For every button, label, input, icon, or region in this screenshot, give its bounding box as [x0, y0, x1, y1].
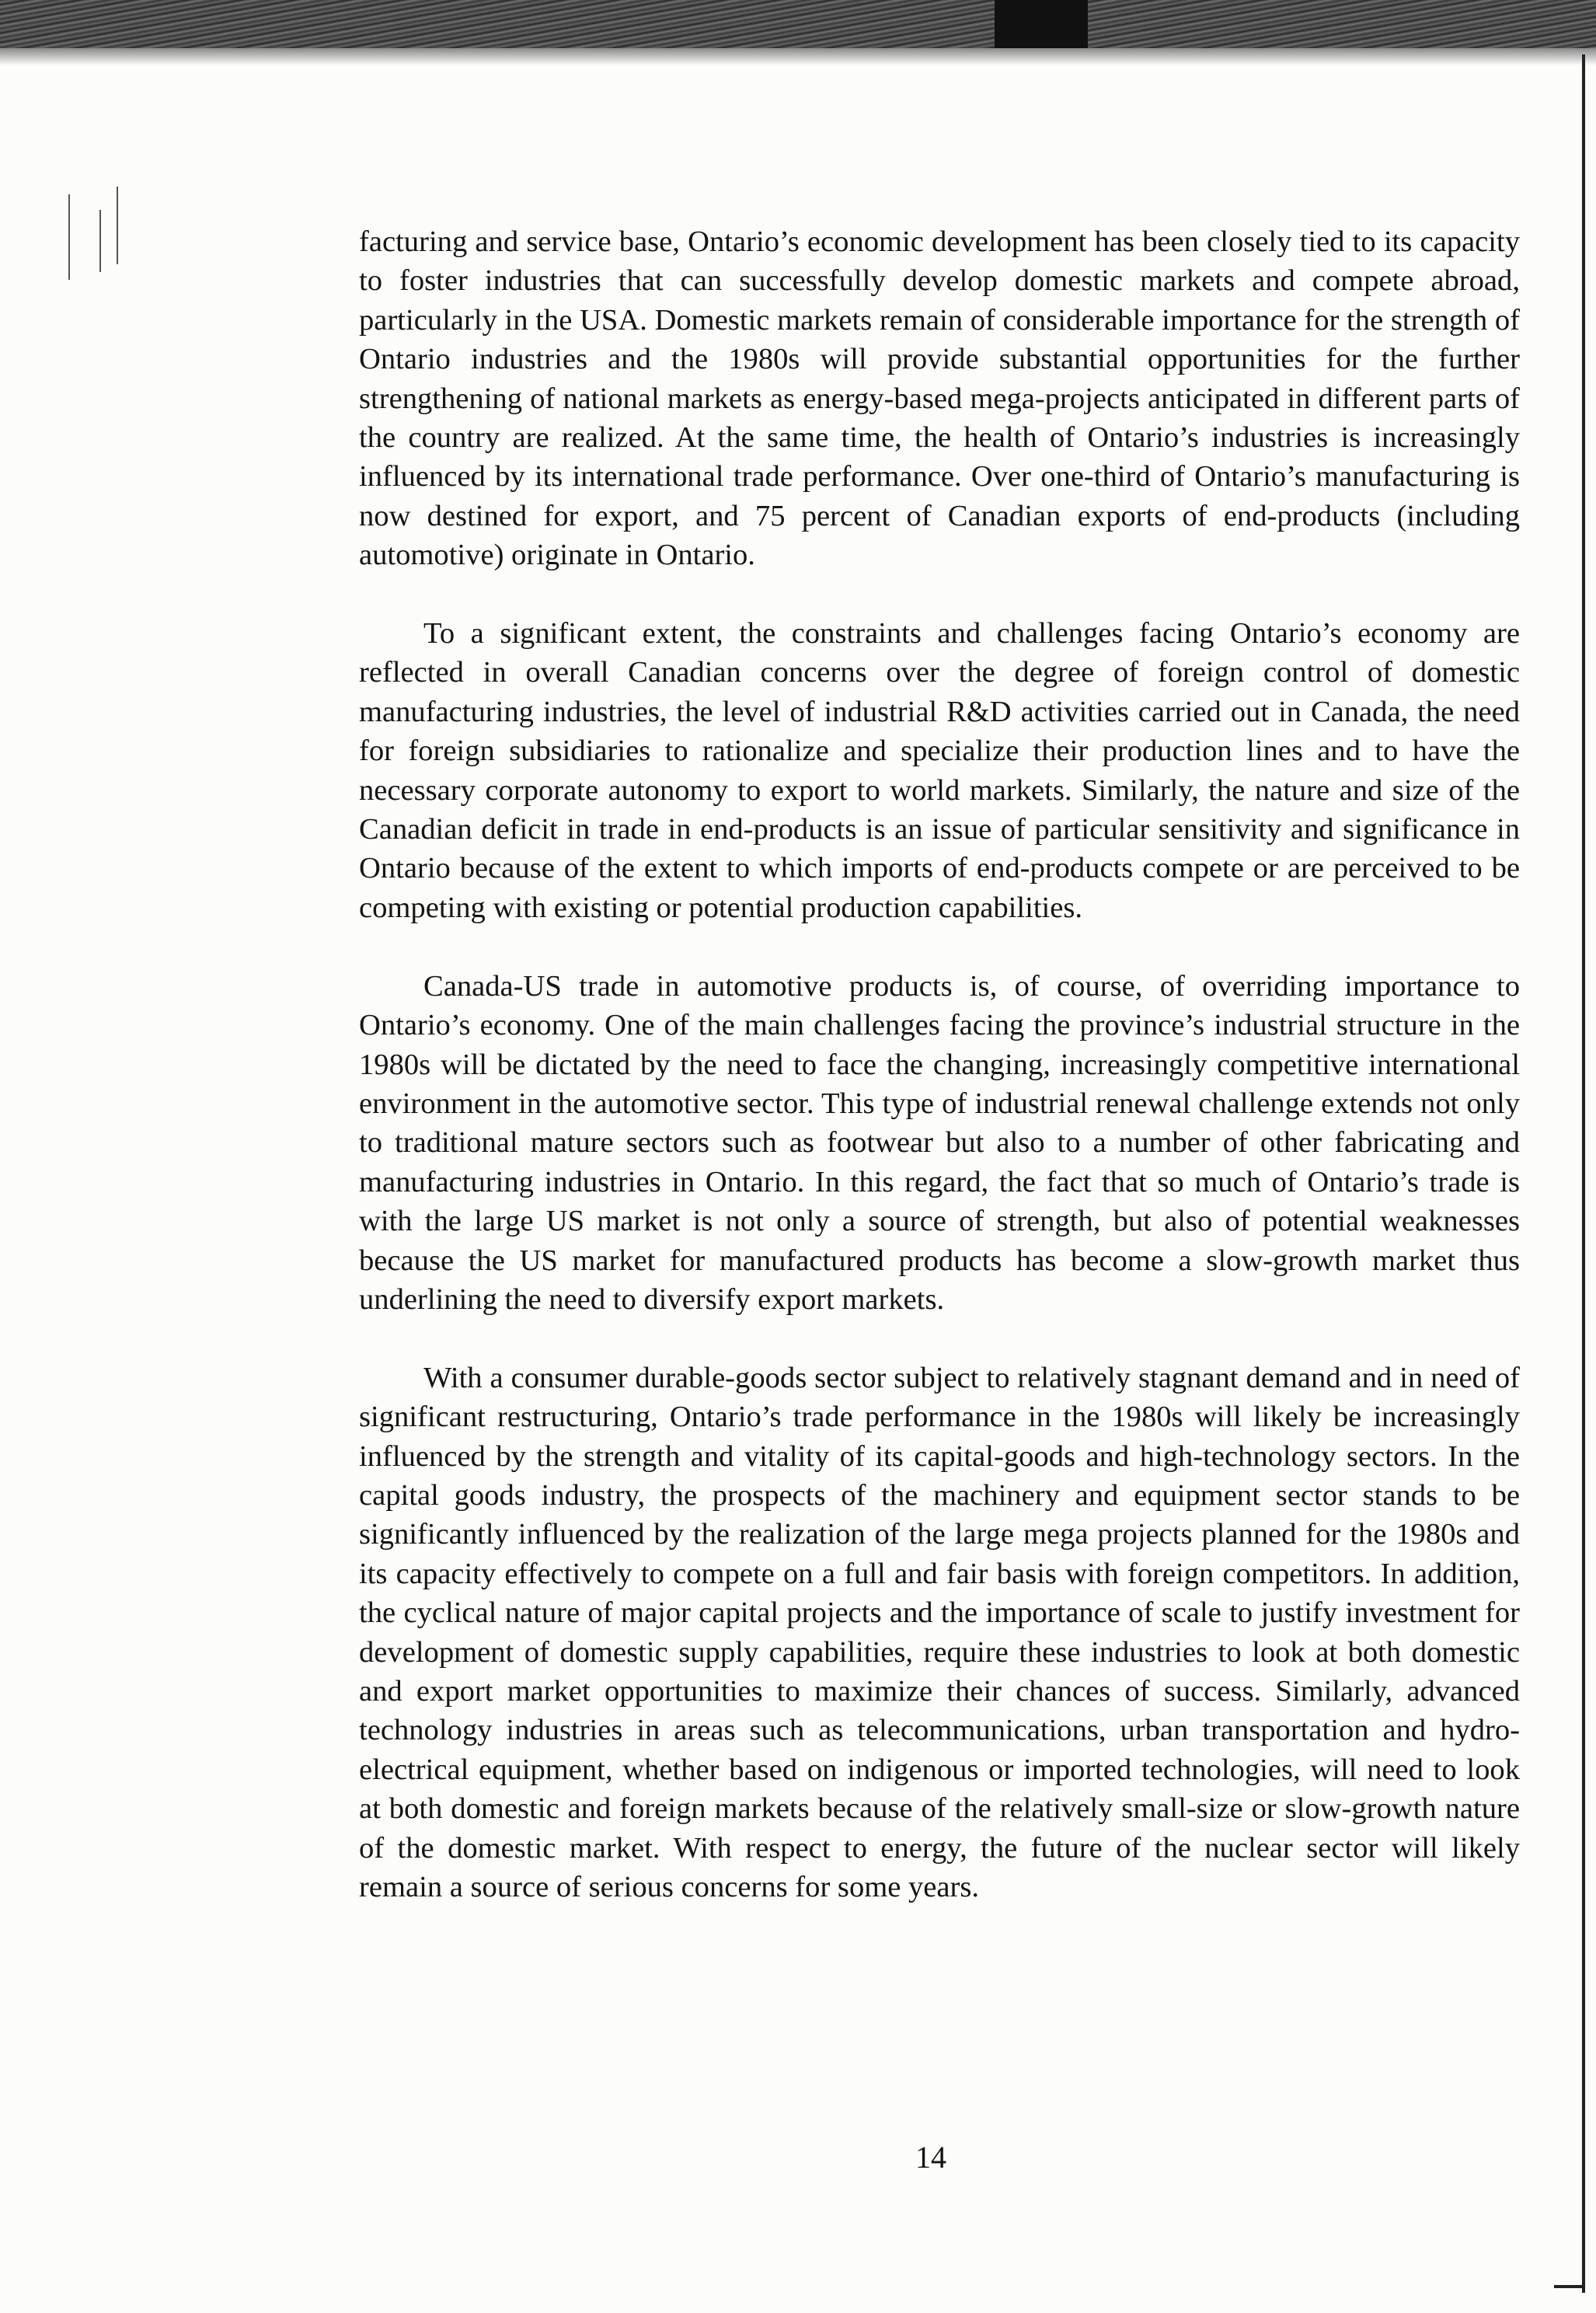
paragraph-1: facturing and service base, Ontario’s economic development has been closely tied to its capacity to foster industries that can successfully develop domestic markets and compete abroad, particularly in the USA. Domestic markets remain of considerable importance for the strength of Ontario industries and the 1980s will provide substantial opportunities for the further strengthening of national markets as energy-based mega-projects anticipated in different parts of the country are realized. At the same time, the health of Ontario’s industries is increasingly influenced by its international trade performance. Over one-third of Ontario’s manufacturing is now destined for export, and 75 percent of Canadian exports of end-products (including automotive) originate in Ontario. — [359, 225, 1520, 572]
scan-edge-artifact-dark — [995, 0, 1088, 48]
page-number: 14 — [915, 2140, 946, 2175]
margin-mark — [99, 210, 101, 272]
scan-edge-shadow — [0, 48, 1596, 65]
paragraph-2: To a significant extent, the constraints and challenges facing Ontario’s economy are reflected in overall Canadian concerns over the degree of foreign control of domestic manufacturing industries, the level of industrial R&D activities carried out in Canada, the need for foreign subsidiaries to rationalize and specialize their production lines and to have the necessary corporate autonomy to export to world markets. Similarly, the nature and size of the Canadian deficit in trade in end-products is an issue of particular sensitivity and significance in Ontario because of the extent to which imports of end-products compete or are perceived to be competing with existing or potential production capabilities. — [359, 617, 1520, 924]
body-text — [359, 222, 1520, 1946]
paragraph-3: Canada-US trade in automotive products is, of course, of overriding importance to Ontario’s economy. One of the main challenges facing the province’s industrial structure in the 1980s will be dictated by the need to face the changing, increasingly competitive international environment in the automotive sector. This type of industrial renewal challenge extends not only to traditional mature sectors such as footwear but also to a number of other fabricating and manufacturing industries in Ontario. In this regard, the fact that so much of Ontario’s trade is with the large US market is not only a source of strength, but also of potential weaknesses because the US market for manufactured products has become a slow-growth market thus underlining the need to diversify export markets. — [359, 969, 1520, 1316]
scan-edge-artifact — [0, 0, 1596, 48]
margin-mark — [68, 194, 70, 280]
scan-right-border — [1582, 54, 1585, 2293]
margin-mark — [117, 187, 118, 264]
paragraph-4: With a consumer durable-goods sector subject to relatively stagnant demand and in need of significant restructuring, Ontario’s trade performance in the 1980s will likely be increasingly influenced by the strength and vitality of its capital-goods and high-technology sectors. In the capital goods industry, the prospects of the machinery and equipment sector stands to be significantly influenced by the realization of the large mega projects planned for the 1980s and its capacity effectively to compete on a full and fair basis with foreign competitors. In addition, the cyclical nature of major capital projects and the importance of scale to justify investment for development of domestic supply capabilities, require these industries to look at both domestic and export market opportunities to maximize their chances of success. Similarly, advanced technology industries in areas such as telecommunications, urban transportation and hydro-electrical equipment, whether based on indigenous or imported technologies, will need to look at both domestic and foreign markets because of the relatively small-size or slow-growth nature of the domestic market. With respect to energy, the future of the nuclear sector will likely remain a source of serious concerns for some years. — [359, 1361, 1520, 1904]
scan-corner-mark — [1554, 2285, 1585, 2288]
